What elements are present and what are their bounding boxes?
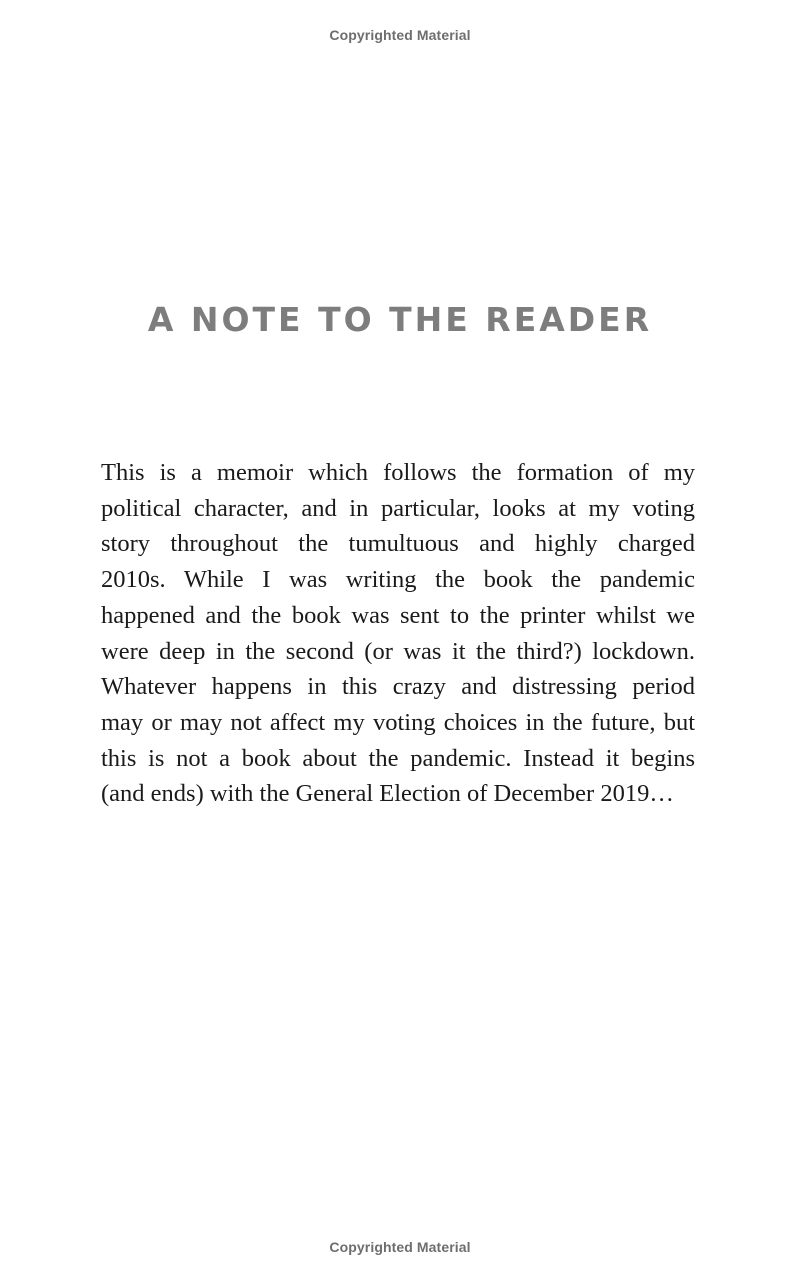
copyright-watermark-top: Copyrighted Material (329, 27, 471, 43)
body-line: Whatever happens in this crazy and distressing period (101, 673, 695, 701)
body-line: were deep in the second (or was it the third?) lockdown. (101, 637, 695, 665)
body-line: may or may not affect my voting choices in the future, but (101, 708, 695, 736)
body-line: political character, and in particular, looks at my voting (101, 494, 695, 522)
body-paragraph (101, 455, 695, 812)
body-line: happened and the book was sent to the printer whilst we (101, 601, 695, 629)
copyright-watermark-bottom: Copyrighted Material (329, 1239, 471, 1255)
body-line: 2010s. While I was writing the book the pandemic (101, 566, 695, 594)
chapter-title: A NOTE TO THE READER (147, 300, 653, 339)
body-line: (and ends) with the General Election of December 2019… (101, 780, 674, 808)
body-line: story throughout the tumultuous and highly charged (101, 530, 695, 558)
body-line: This is a memoir which follows the formation of my (101, 459, 695, 486)
body-line: this is not a book about the pandemic. Instead it begins (101, 744, 695, 772)
